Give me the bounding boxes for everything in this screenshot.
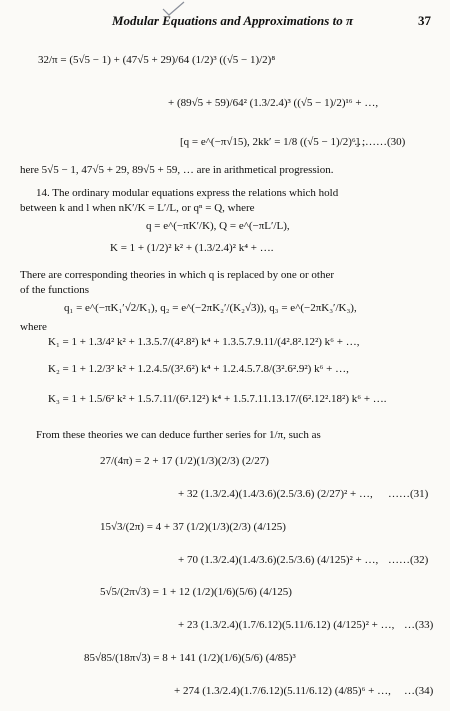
K-series: K = 1 + (1/2)² k² + (1.3/2.4)² k⁴ + …. <box>110 242 274 254</box>
equation-33-line-2: + 23 (1.3/2.4)(1.7/6.12)(5.11/6.12) (4/125)² + …, <box>178 619 395 631</box>
equation-31-line-1: 27/(4π) = 2 + 17 (1/2)(1/3)(2/3) (2/27) <box>100 455 269 467</box>
equation-tag-30: ………(30) <box>354 136 406 148</box>
equation-30-line-1: 32/π = (5√5 − 1) + (47√5 + 29)/64 (1/2)³ ((√5 − 1)/2)⁸ <box>38 54 276 66</box>
theories-text-line-2: of the functions <box>20 284 90 296</box>
q-functions: q₁ = e^(−πK₁′√2/K₁), q₂ = e^(−2πK₂′/(K₂√3)), q₃ = e^(−2πK₃′/K₃), <box>64 302 357 314</box>
equation-31-line-2: + 32 (1.3/2.4)(1.4/3.6)(2.5/3.6) (2/27)² + …, <box>178 488 373 500</box>
where-label: where <box>20 321 47 333</box>
K1-series: K₁ = 1 + 1.3/4² k² + 1.3.5.7/(4².8²) k⁴ + 1.3.5.7.9.11/(4².8².12²) k⁶ + …, <box>48 336 360 348</box>
equation-tag-32: ……(32) <box>388 554 429 566</box>
equation-34-line-1: 85√85/(18π√3) = 8 + 141 (1/2)(1/6)(5/6) (4/85)³ <box>84 652 296 664</box>
theories-text-line-1: There are corresponding theories in which q is replaced by one or other <box>20 269 334 281</box>
equation-tag-33: …(33) <box>404 619 434 631</box>
equation-tag-31: ……(31) <box>388 488 429 500</box>
deduce-text: From these theories we can deduce further series for 1/π, such as <box>36 429 321 441</box>
K2-series: K₂ = 1 + 1.2/3² k² + 1.2.4.5/(3².6²) k⁴ + 1.2.4.5.7.8/(3².6².9²) k⁶ + …, <box>48 363 349 375</box>
K3-series: K₃ = 1 + 1.5/6² k² + 1.5.7.11/(6².12²) k⁴ + 1.5.7.11.13.17/(6².12².18²) k⁶ + …. <box>48 393 387 405</box>
equation-32-line-1: 15√3/(2π) = 4 + 37 (1/2)(1/3)(2/3) (4/125) <box>100 521 286 533</box>
equation-32-line-2: + 70 (1.3/2.4)(1.4/3.6)(2.5/3.6) (4/125)² + …, <box>178 554 379 566</box>
running-header-title: Modular Equations and Approximations to π <box>112 13 354 28</box>
equation-30-line-2: + (89√5 + 59)/64² (1.3/2.4)³ ((√5 − 1)/2)¹⁶ + …, <box>168 97 379 109</box>
section-14-line-1: 14. The ordinary modular equations express the relations which hold <box>36 187 339 199</box>
equation-33-line-1: 5√5/(2π√3) = 1 + 12 (1/2)(1/6)(5/6) (4/125) <box>100 586 292 598</box>
equation-34-line-2: + 274 (1.3/2.4)(1.7/6.12)(5.11/6.12) (4/85)⁶ + …, <box>174 685 391 697</box>
arithmetic-progression-note: here 5√5 − 1, 47√5 + 29, 89√5 + 59, … are in arithmetical progression. <box>20 164 334 176</box>
equation-30-line-3: [q = e^(−π√15), 2kk′ = 1/8 ((√5 − 1)/2)⁶] ; <box>180 136 366 148</box>
section-14-line-2: between k and l when nK′/K = L′/L, or qⁿ = Q, where <box>20 202 255 214</box>
q-Q-definition: q = e^(−πK′/K), Q = e^(−πL′/L), <box>146 220 290 232</box>
equation-tag-34: …(34) <box>404 685 434 697</box>
page-number: 37 <box>418 13 431 28</box>
